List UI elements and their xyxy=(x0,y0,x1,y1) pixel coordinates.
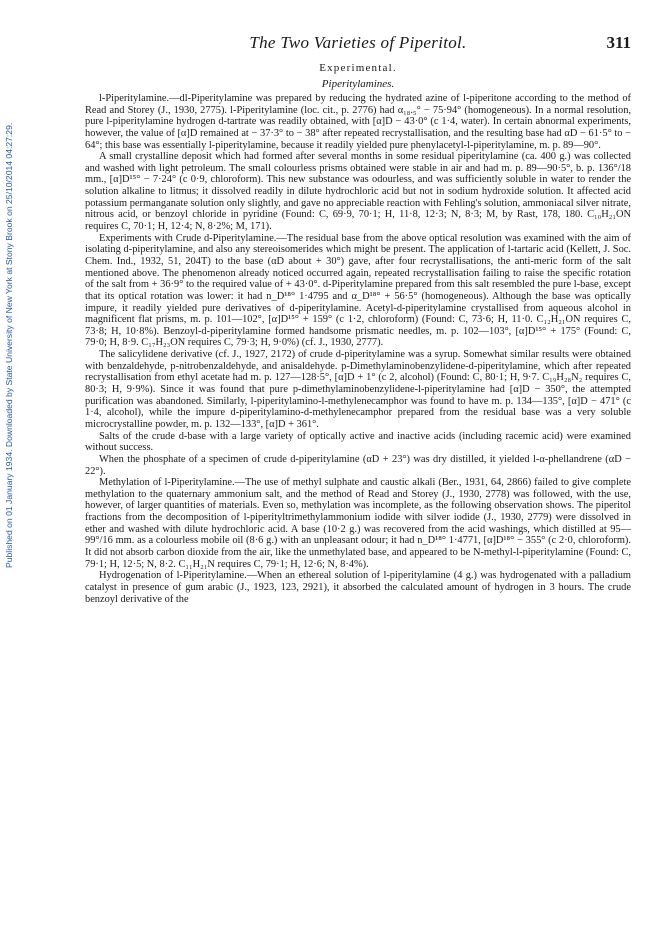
paragraph: Hydrogenation of l-Piperitylamine.—When an ethereal solution of l-piperitylamine (4 g.) was hydrogenated with a palladium catalyst in presence of gum arabic (J., 1923, 123, 2921), it absorbed the calculated amount of hydrogen in 3 hours. The crude benzoyl derivative of the xyxy=(85,570,631,605)
paragraph: When the phosphate of a specimen of crude d-piperitylamine (αD + 23°) was dry distilled, it yielded l-α-phellandrene (αD − 22°). xyxy=(85,453,631,477)
download-stamp: Published on 01 January 1934. Downloaded by State University of New York at Stony Brook on 25/10/2014 04:27:29. xyxy=(4,122,14,568)
paragraph: Experiments with Crude d-Piperitylamine.—The residual base from the above optical resolution was examined with the aim of isolating d-piperitylamine, and also any stereoisomerides which might be present. The application of l-tartaric acid (Kellett, J. Soc. Chem. Ind., 1932, 51, 204T) to the base (αD about + 30°) gave, after four recrystallisations, the anti-meric form of the salt mentioned above. The phenomenon already noticed occurred again, repeated recrystallisation failing to raise the specific rotation of the salt from + 36·9° to the required value of + 43·0°. d-Piperitylamine prepared from this salt resembled the pure l-base, except that its optical rotation was lower: it had n_D¹⁸° 1·4795 and α_D¹⁸° + 56·5° (homogeneous). Although the base was optically impure, it readily yielded pure derivatives of d-piperitylamine. Acetyl-d-piperitylamine crystallised from aqueous alcohol in magnificent flat prisms, m. p. 101—102°, [α]D¹⁵° + 159° (c 1·2, chloroform) (Found: C, 73·6; H, 11·0. C₁₂H₂₁ON requires C, 73·8; H, 10·8%). Benzoyl-d-piperitylamine formed handsome prismatic needles, m. p. 102—103°, [α]D¹⁵° + 175° (Found: C, 79·0; H, 8·9. C₁₇H₂₃ON requires C, 79·3; H, 9·0%) (cf. J., 1930, 2777). xyxy=(85,232,631,349)
paragraph: Methylation of l-Piperitylamine.—The use of methyl sulphate and caustic alkali (Ber., 1931, 64, 2866) failed to give complete methylation to the quaternary ammonium salt, and the method of Read and Storey (J., 1930, 2778) was followed, with the use, however, of larger quantities of materials. Even so, methylation was incomplete, as the following observation shows. The piperitol fractions from the decomposition of l-piperityltrimethylammonium iodide with silver iodide (J., 1930, 2779) were dissolved in ether and washed with dilute hydrochloric acid. A base (10·2 g.) was recovered from the acid washings, which distilled at 95—99°/16 mm. as a colourless mobile oil (8·6 g.) with an unpleasant odour; it had n_D¹⁸° 1·4771, [α]D¹⁸° − 355° (c 2·0, chloroform). It did not absorb carbon dioxide from the air, like the unmethylated base, and appeared to be N-methyl-l-piperitylamine (Found: C, 79·1; H, 12·5; N, 8·2. C₁₁H₂₁N requires C, 79·1; H, 12·6; N, 8·4%). xyxy=(85,477,631,570)
paragraph: Salts of the crude d-base with a large variety of optically active and inactive acids (including racemic acid) were examined without success. xyxy=(85,430,631,454)
sub-heading: Piperitylamines. xyxy=(321,78,395,90)
running-title: The Two Varieties of Piperitol. xyxy=(249,33,467,52)
paragraph: The salicylidene derivative (cf. J., 1927, 2172) of crude d-piperitylamine was a syrup. Somewhat similar results were obtained with benzaldehyde, p-nitrobenzaldehyde, and anisaldehyde. p-Dimethylaminobenzylidene-d-piperitylamine, which after repeated recrystallisation from ethyl acetate had m. p. 127—128·5°, [α]D + 1° (c 2, alcohol) (Found: C, 80·1; H, 9·7. C₁₉H₂₈N₂ requires C, 80·3; H, 9·9%). Since it was found that pure p-dimethylaminobenzylidene-l-piperitylamine had [α]D − 350°, the attempted purification was abandoned. Similarly, l-piperitylamino-l-methylenecamphor was found to have m. p. 134—135°, [α]D − 471° (c 1·4, alcohol), while the impure d-piperitylamino-d-methylenecamphor prepared from the residual base was a very soluble microcrystalline powder, m. p. 132—133°, [α]D + 361°. xyxy=(85,349,631,430)
section-heading: Experimental. xyxy=(319,62,397,74)
running-header xyxy=(85,33,631,55)
body-text xyxy=(85,93,631,605)
paragraph: A small crystalline deposit which had formed after several months in some residual piperitylamine (ca. 400 g.) was collected and washed with light petroleum. The small colourless prisms obtained were stable in air and had m. p. 89—90·5°, b. p. 136°/18 mm., [α]D¹⁵° − 7·24° (c 0·9, chloroform). This new substance was odourless, and was sufficiently soluble in water to render the solution alkaline to litmus; it dissolved readily in dilute hydrochloric acid but not in sodium hydroxide solution. It affected acid potassium permanganate solution only slightly, and gave no appreciable reaction with Fehling's solution, ammoniacal silver nitrate, nitrous acid, or benzoyl chloride in pyridine (Found: C, 69·9, 70·1; H, 11·8, 12·3; N, 8·3; M, by Rast, 178, 180. C₁₀H₂₁ON requires C, 70·1; H, 12·4; N, 8·2%; M, 171). xyxy=(85,151,631,233)
paragraph: l-Piperitylamine.—dl-Piperitylamine was prepared by reducing the hydrated azine of l-piperitone according to the method of Read and Storey (J., 1930, 2775). l-Piperitylamine (loc. cit., p. 2776) had α₁₈.₅° − 75·94° (homogeneous). In a normal resolution, pure l-piperitylamine hydrogen d-tartrate was readily obtained, with [α]D − 43·0° (c 1·4, water). In certain abnormal experiments, however, the value of [α]D remained at − 37·3° to − 38° after repeated recrystallisation, and the resulting base had αD − 61·5° to − 64°; this base was essentially l-piperitylamine, because it readily yielded pure phenylacetyl-l-piperitylamine, m. p. 89—90°. xyxy=(85,93,631,151)
page-number: 311 xyxy=(606,33,631,52)
